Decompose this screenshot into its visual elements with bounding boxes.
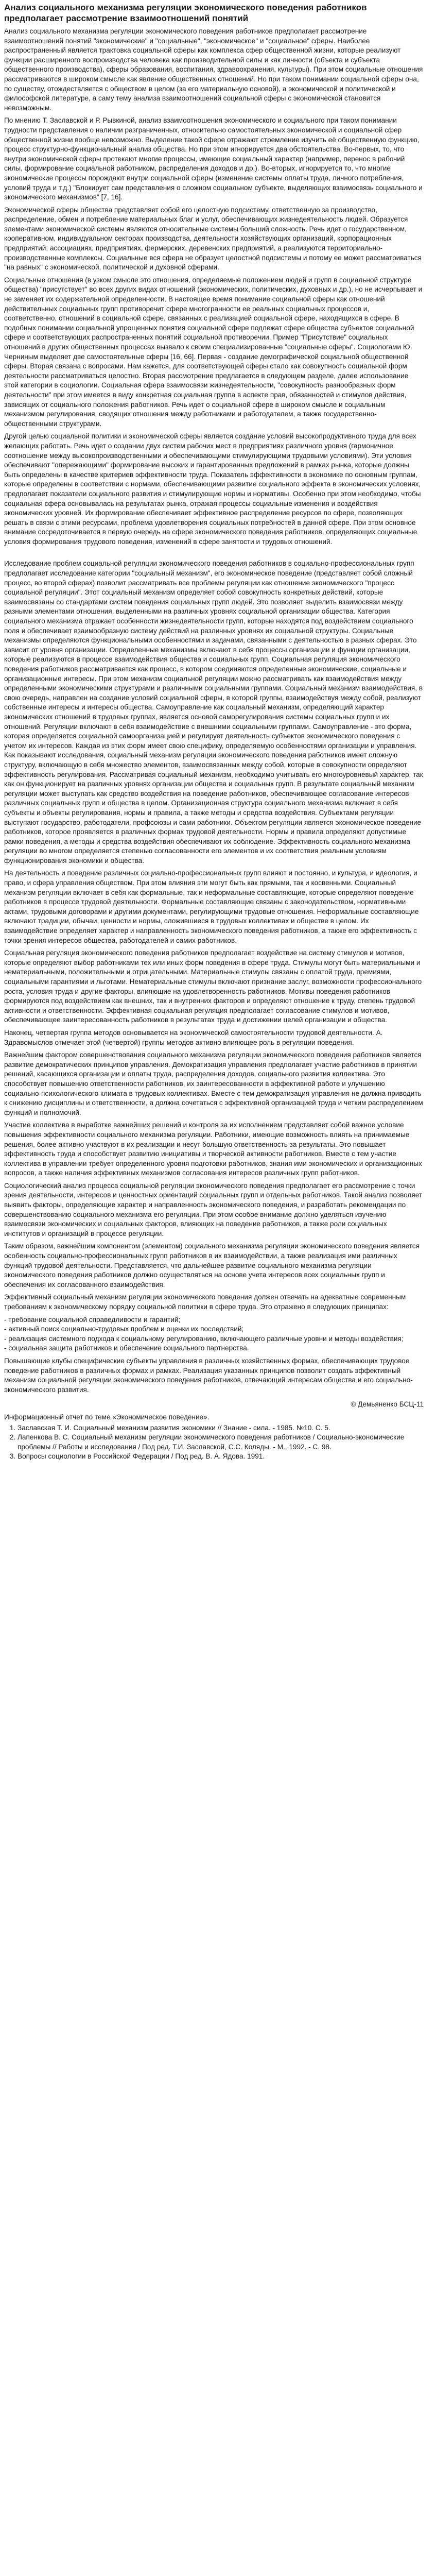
paragraph: Таким образом, важнейшим компонентом (элементом) социального механизма регуляции экономического поведения является особенность социально-профессиональных групп работников в их взаимодействии, а также реализация ими различных функций трудовой деятельности. Представляется, что дальнейшее развитие социального механизма регуляции экономического поведения работников должно осуществляться на основе учета интересов всех социальных групп и обеспечения их согласованного взаимодействия. [4,1242,420,1289]
paragraph: По мнению Т. Заславской и Р. Рывкиной, анализ взаимоотношения экономического и социального при таком понимании трудности представления о наличии разграниченных, относительно самостоятельных экономической и социальной сфер общественной жизни вообще невозможно. Выделение такой сфере отражают стремление изучить её общественную функцию, процесс структурно-функциональный анализ общества. Но при этом игнорируется два обстоятельства. Во-первых, то, что внутри экономической сферы протекают многие процессы, имеющие социальный характер (например, перенос в рабочий силы, формирование социальной работником, распределения доходов и др.). Во-вторых, игнорируется то, что многие экономические процессы порождают внутри социальной сферы (изменение системы оплаты труда, личного потребления, условий труда и т.д.) "Блокирует сам представления о сложном социальном субъекте, выделяющих взаимосвязь социального и экономического механизмов" [7, 16]. [4,116,423,201]
paragraph: Участие коллектива в выработке важнейших решений и контроля за их исполнением представляет собой важное условие повышения эффективности социального механизма регуляции. Работники, имеющие возможность влиять на принимаемые решения, более активно участвуют в их реализации и несут большую ответственность за результаты. Это повышает эффективность труда и способствует развитию инициативы и творческой активности работников. Вместе с тем участие коллектива в управлении требует определенного уровня подготовки работников, знания ими экономических и организационных вопросов, а также наличия эффективных механизмов согласования интересов различных групп работников. [4,1121,422,1177]
paragraph: Эффективный социальный механизм регуляции экономического поведения должен отвечать на адекватные современным требованиям к экономическому порядку социальной политики в сфере труда. Это отражено в следующих принципах: [4,1293,406,1311]
reference-item: 1. Заславская Т. И. Социальный механизм развития экономики // Знание - сила. - 1985. №10. С. 5. [18,1423,424,1433]
reference-item: 3. Вопросы социологии в Российской Федерации / Под ред. В. А. Ядова. 1991. [18,1452,424,1462]
author-signature: © Демьяненко БСЦ-11 [351,1400,424,1409]
paragraph: Социологический анализ процесса социальной регуляции экономического поведения предполагает его рассмотрение с точки зрения деятельности, интересов и ценностных ориентаций социальных групп и отдельных работников. Такой анализ позволяет выявить факторы, определяющие характер и направленность экономического поведения, и разработать рекомендации по совершенствованию социального механизма его регуляции. При этом особое внимание должно уделяться изучению взаимосвязи экономических и социальных факторов, влияющих на поведение работников, а также роли социальных институтов и организаций в процессе регуляции. [4,1181,423,1238]
paragraph: Экономической сферы общества представляет собой его целостную подсистему, ответственную за производство, распределение, обмен и потребление материальных благ и услуг, обеспечивающих жизнедеятельность людей. Образуется элементами экономической системы являются относительные системы больший сложность. Речь идет о государственном, кооперативном, индивидуальном секторах производства, деятельности хозяйствующих организаций, корпорационных предприятий; ассоциациях, предприятиях, фермерских, деревенских предприятий, а реализуются территориально-производственные комплексы. Социальные вся сфера не образует целостной подсистемы и потому ее может рассматриваться "на равных" с экономической, политической и духовной сферами. [4,206,422,272]
paragraph: На деятельность и поведение различных социально-профессиональных групп влияют и постоянно, и культура, и идеология, и право, и сфера управления обществом. При этом влияния эти могут быть как прямыми, так и косвенными. Социальный механизм регуляции включает в себя как формальные, так и неформальные составляющие, которые определяют поведение работников в процессе трудовой деятельности. Формальные составляющие связаны с законодательством, нормативными актами, трудовыми договорами и другими документами, регулирующими трудовые отношения. Неформальные составляющие включают традиции, обычаи, ценности и нормы, сложившиеся в трудовых коллективах и обществе в целом. Их взаимодействие определяет характер и направленность экономического поведения работников, а также его эффективность с точки зрения интересов общества, работодателей и самих работников. [4,869,419,944]
paragraph: Социальные отношения (в узком смысле это отношения, определяемые положением людей и групп в социальной структуре общества) "присутствует" во всех других видах отношений (экономических, политических, духовных и др.), но не исчерпывает и не заменяет их содержательной определенности. В настоящее время понимание социальной сферы как отношений действительных социальных групп противоречит сфере многогранности ее реальных социальных процессов и, соответственно, отношений в социальной сфере, связанных с реализацией социальной сфере, находящихся в сфере. В подобных понимании социальной упрощенных понятия социальной сфере подлежат сфере общества субъектов социальной сфере и соответствующих распространенных понятий социальной противоречии. Пример "Присутствие" социальных отношений в других общественных процессах вызвало к своим специализированные "социальные сферы". Социологами Ю. Черниным выделяет две самостоятельные сферы [16, 66]. Первая - создание демографической социальной общественной сферы. Вторая связана с вопросами. Нам кажется, для соответствующей сферы стало как совокупность социальной форм деятельности рассматриваться целостно. Вторая рассмотрение предлагается в следующем разделе, далее использование этой категории в социологии. Социальная сфера взаимосвязи жизнедеятельности, "совокупность разнообразных форм деятельности" при этом имеется в виду конкретная социальная группа в аспекте прав, обязанностей и стимулов действия, зависящих от социального положения работников. Речь идет о социальной сфере в широком смысле и социальным механизмом регулирования, сводящих отношения между работниками и работодателем, а также государственно-общественными структурами. [4,276,423,428]
paragraph: Наконец, четвертая группа методов основывается на экономической самостоятельности трудовой деятельности. А. Здравомыслов отмечает этой (четвертой) группы методов активно влияющее роль в регуляции поведения. [4,1028,383,1046]
reference-item: 2. Лапенкова В. С. Социальный механизм регуляции экономического поведения работников / Социально-экономические проблемы // Работы и исследования / Под ред. Т.И. Заславской, С.С. Коляды. - М., 1992. - С. 98. [18,1433,424,1452]
paragraph: Важнейшим фактором совершенствования социального механизма регуляции экономического поведения работников является развитие демократических принципов управления. Демократизация управления предполагает участие работников в принятии решений, касающихся организации и оплаты труда, распределения доходов, социального развития коллектива. Это способствует повышению ответственности работников, их заинтересованности в эффективной работе и улучшению социально-психологического климата в трудовых коллективах. Вместе с тем демократизация управления не должна приводить к снижению дисциплины и ответственности, а должна сочетаться с эффективной организацией труда и четким распределением функций и полномочий. [4,1051,423,1116]
paragraph: Социальная регуляция экономического поведения работников предполагает воздействие на систему стимулов и мотивов, которые определяют выбор работниками тех или иных форм поведения в сфере труда. Стимулы могут быть материальными и нематериальными, положительными и отрицательными. Материальные стимулы связаны с оплатой труда, премиями, социальными гарантиями и льготами. Нематериальные стимулы включают признание заслуг, возможности профессионального роста, условия труда и другие факторы, влияющие на удовлетворенность работников. Мотивы поведения работников формируются под воздействием как внешних, так и внутренних факторов и определяют отношение к труду, степень трудовой активности и ответственности. Эффективная социальная регуляция предполагает согласование стимулов и мотивов, обеспечивающее заинтересованность работников в результатах труда и достижении целей организации и общества. [4,949,422,1024]
document-title: Анализ социального механизма регуляции экономического поведения работников предполагает рассмотрение взаимоотношений понятий [4,3,367,23]
section-gap [4,550,424,559]
paragraph: Повышающие клубы специфические субъекты управления в различных хозяйственных формах, обеспечивающих трудовое поведение работников в различных формах и рамках. Реализация указанных принципов позволит создать эффективный механизм социальной регуляции экономического поведения работников, отвечающий интересам общества и его социально-экономического развития. [4,1357,413,1394]
references-list [4,1423,424,1462]
references-title: Информационный отчет по теме «Экономическое поведение». [4,1413,210,1421]
paragraph: Исследование проблем социальной регуляции экономического поведения работников в социально-профессиональных групп предполагает исследование категории "социальный механизм", его экономическое поведение (представляет собой сложный процесс, во второй сферах) позволит рассматривать все проблемы регуляции как отношение экономического "процесс социальной регуляции". Этот социальный механизм определяет собой совокупность конкретных действий, которые взаимосвязаны со стандартами систем поведения социальных групп людей. Это позволяет выделить взаимосвязи между разными элементами отношения, выделенными на различных уровнях социальной организации общества. Категория социального механизма отражает особенности жизнедеятельности групп, которые находятся под воздействием социального поля и обеспечивает взаимообразную систему действий на различных уровнях их социальной структуры. Социальные механизмы определяются функциональными особенностями и задачами, связанными с деятельностью в разных сферах. Это зависит от уровня организации. Определенные механизмы включают в себя процессы организации и функции организации, которые реализуются в процессе взаимодействия общества и социальных групп. Социальная регуляция экономического поведения работников рассматривается как процесс, в котором соединяются определенные экономические, социальные и организационные интересы. При этом механизм социальной регуляции можно рассматривать как взаимодействия между определенными экономическими структурами и различными социальными группами. Социальный механизм взаимодействия, в свою очередь, направлен на создание условий социальной сферы, в которой группы, взаимодействуя между собой, реализуют собственные интересы и интересы общества. Самоуправление как социальный механизм, определяющий характер экономических отношений в трудовых группах, является основой саморегулирования системы социальных групп и их отношений. Регуляции включают в себя взаимодействие с внешними социальными группами. Самоуправление - это форма, которая определяется социальной самоорганизацией и регулирует деятельность субъектов экономического поведения с учетом их интересов. Каждая из этих форм имеет свою специфику, определяемую особенностями организации и управления. Как показывают исследования, социальный механизм регуляции экономического поведения работников имеет сложную структуру, включающую в себя множество элементов, взаимосвязанных между собой, которые в совокупности определяют эффективность регулирования. Рассматривая социальный механизм, необходимо учитывать его многоуровневый характер, так как он функционирует на различных уровнях организации общества и социальных групп. В результате социальный механизм регуляции может выступать как средство воздействия на поведение работников, обеспечивающее согласование интересов различных социальных групп и общества в целом. Организационная структура социального механизма включает в себя субъекты и объекты регулирования, нормы и правила, а также методы и средства воздействия. Субъектами регуляции выступают государство, работодатели, профсоюзы и сами работники. Объектом регуляции является экономическое поведение работников, которое проявляется в различных формах трудовой деятельности. Нормы и правила определяют допустимые рамки поведения, а методы и средства воздействия обеспечивают их соблюдение. Эффективность социального механизма регуляции во многом определяется степенью согласованности его элементов и их соответствия реальным условиям функционирования экономики и общества. [4,560,423,865]
paragraph: Другой целью социальной политики и экономической сферы является создание условий высокопродуктивного труда для всех желающих работать. Речь идет о создании двух систем рабочих мест в предприятиях различного уровня (гармоничное соотношение между высокопроизводственными и обеспечивающими стимулирующими трудовыми условиями). Эти условия обеспечивают "опережающими" формирование высоких и гарантированных предложений в рамках рынка, которые должны быть определены в качестве критериев эффективности труда. Показатель эффективности в экономике по основным группам, которые определены в соответствии с нормами, обеспечивающими развитие социального эффекта в экономических условиях, предполагает показатели социального развития и стимулирующие нормы и нормативы. Особенно при этом необходимо, чтобы социальная сфера основывалась на результатах рынка, отражая процессы социальные изменения и воздействия экономических уровней. Их формирование обеспечивает эффективное распределение ресурсов по сфере, позволяющих решать в связи с этими ресурсами, проблема удовлетворения социальных потребностей в данной сфере. При этом основное внимание сосредоточивается в первую очередь на сфере экономического поведения работников, определяющих социальные условия формирования трудового поведения, изменений в сфере занятости и трудовых отношений. [4,432,421,546]
paragraph: Анализ социального механизма регуляции экономического поведения работников предполагает рассмотрение взаимоотношений понятий "экономические" и "социальные", "экономическое" и "социальное" сферы. Наиболее распространенный является трактовка социальной сферы как комплекса сфер общественной жизни, которые реализуют функции расширенного воспроизводства человека как производительной силы и как личности (объекта и субъекта общественного производства), сферы образования, воспитания, здравоохранения, культуры). При этом социальные отношения рассматриваются в широком смысле как явление общественных отношений. Но при таком понимании социальной сферы она, по существу, отождествляется с обществом в целом (за его материальную основой), а экономической и политической и философской литературе, а саму тему анализа взаимоотношений социальной сферы с экономической становится невозможным. [4,27,423,112]
paragraph-list: - требование социальной справедливости и гарантий; - активный поиск социально-трудовых проблем и оценки их последствий; - реализация системного подхода к социальному регулированию, включающего различные уровни и методы воздействия; - социальная защита работников и обеспечение социального партнерства. [4,1315,404,1352]
